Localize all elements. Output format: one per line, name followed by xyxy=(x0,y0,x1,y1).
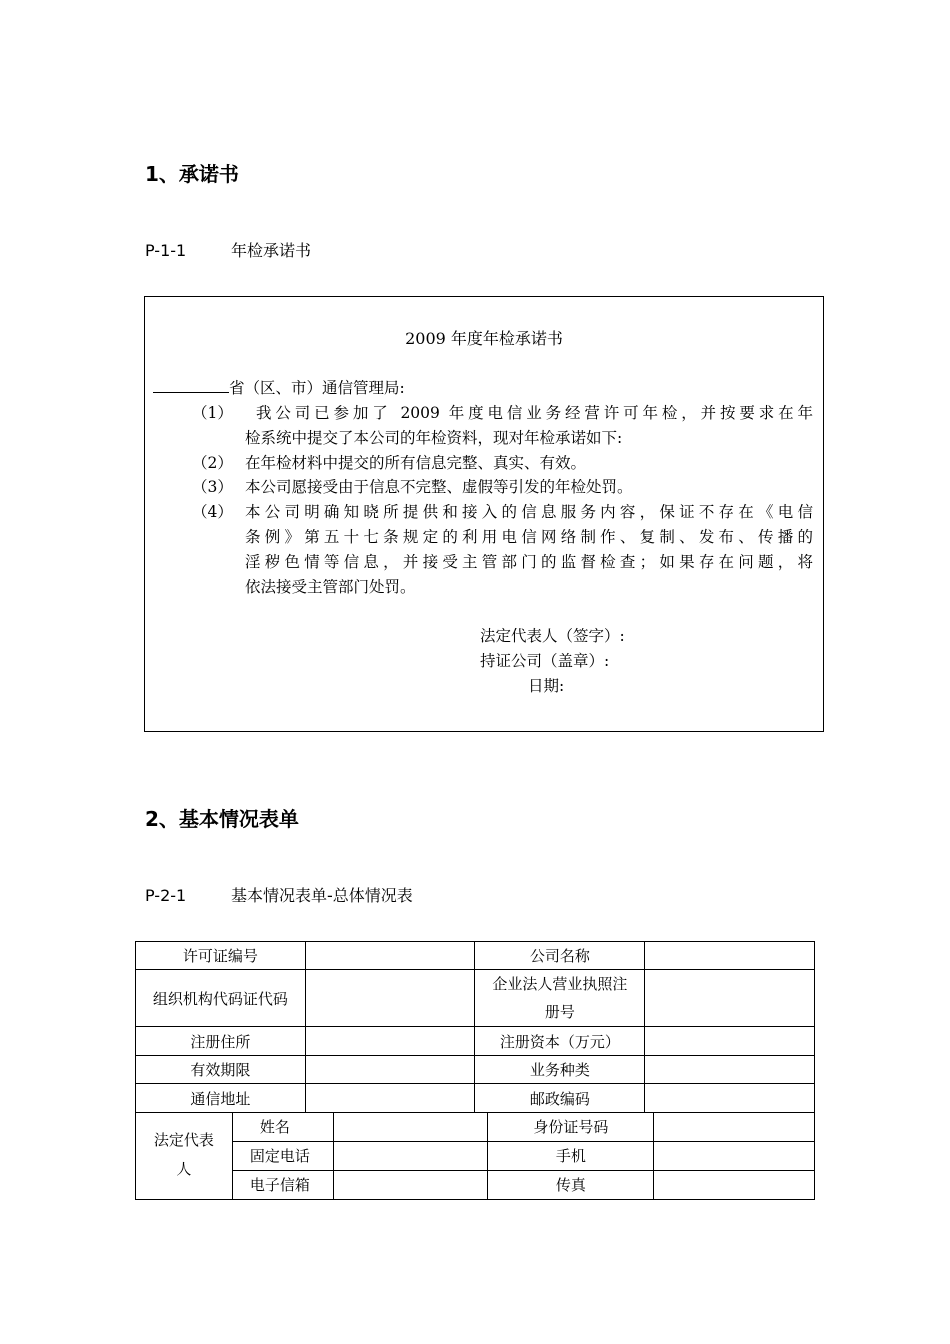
postcode-value[interactable] xyxy=(645,1084,815,1113)
table-row xyxy=(136,942,815,970)
mail-address-label: 通信地址 xyxy=(136,1084,306,1113)
table-row xyxy=(136,1170,815,1199)
business-type-value[interactable] xyxy=(645,1056,815,1084)
business-license-label-line-2: 册号 xyxy=(544,1003,575,1021)
license-no-value[interactable] xyxy=(305,942,475,970)
business-license-value[interactable] xyxy=(645,970,815,1027)
name-value[interactable] xyxy=(333,1112,488,1141)
email-label: 电子信箱 xyxy=(232,1170,333,1199)
item-4-line-1: 本公司明确知晓所提供和接入的信息服务内容，保证不存在《电信 xyxy=(245,503,813,521)
mobile-label: 手机 xyxy=(488,1141,654,1170)
signature-legal-rep: 法定代表人（签字）: xyxy=(480,627,625,645)
validity-value[interactable] xyxy=(305,1056,475,1084)
mobile-value[interactable] xyxy=(654,1141,815,1170)
name-label: 姓名 xyxy=(232,1112,333,1141)
postcode-label: 邮政编码 xyxy=(475,1084,645,1113)
landline-value[interactable] xyxy=(333,1141,488,1170)
item-4-number: （4） xyxy=(192,503,233,521)
table-row xyxy=(136,1141,815,1170)
item-4-line-2: 条例》第五十七条规定的利用电信网络制作、复制、发布、传播的 xyxy=(245,528,813,546)
mail-address-value[interactable] xyxy=(305,1084,475,1113)
business-type-label: 业务种类 xyxy=(475,1056,645,1084)
org-code-value[interactable] xyxy=(305,970,475,1027)
item-1-number: （1） xyxy=(192,404,233,422)
table-row xyxy=(136,1056,815,1084)
section-1-heading: 1、承诺书 xyxy=(145,162,239,186)
item-1-line-2: 检系统中提交了本公司的年检资料，现对年检承诺如下: xyxy=(245,429,623,447)
business-license-label-line-1: 企业法人营业执照注 xyxy=(492,975,628,993)
id-no-value[interactable] xyxy=(654,1112,815,1141)
org-code-label: 组织机构代码证代码 xyxy=(136,970,306,1027)
reg-address-label: 注册住所 xyxy=(136,1027,306,1056)
reg-capital-label: 注册资本（万元） xyxy=(475,1027,645,1056)
section-2-subtitle-text: 基本情况表单-总体情况表 xyxy=(231,886,413,905)
business-license-label xyxy=(475,970,645,1027)
table-row xyxy=(136,1027,815,1056)
legal-rep-label-line-2: 人 xyxy=(176,1160,192,1179)
signature-date: 日期: xyxy=(528,677,565,695)
table-row xyxy=(136,970,815,1027)
legal-rep-table xyxy=(135,1112,815,1200)
item-2-number: （2） xyxy=(192,454,233,472)
letter-title: 2009 年度年检承诺书 xyxy=(405,329,563,348)
section-1-subtitle xyxy=(145,238,311,261)
validity-label: 有效期限 xyxy=(136,1056,306,1084)
company-name-value[interactable] xyxy=(645,942,815,970)
fax-label: 传真 xyxy=(488,1170,654,1199)
legal-rep-label-line-1: 法定代表 xyxy=(153,1131,214,1150)
salutation-text: 省（区、市）通信管理局: xyxy=(229,379,405,397)
signature-company-seal: 持证公司（盖章）: xyxy=(480,652,610,670)
fax-value[interactable] xyxy=(654,1170,815,1199)
section-2-subtitle xyxy=(145,883,413,906)
legal-rep-label xyxy=(136,1112,233,1199)
company-name-label: 公司名称 xyxy=(475,942,645,970)
email-value[interactable] xyxy=(333,1170,488,1199)
reg-address-value[interactable] xyxy=(305,1027,475,1056)
license-no-label: 许可证编号 xyxy=(136,942,306,970)
item-3-number: （3） xyxy=(192,478,233,496)
id-no-label: 身份证号码 xyxy=(488,1112,654,1141)
item-2-line-1: 在年检材料中提交的所有信息完整、真实、有效。 xyxy=(245,454,587,472)
item-4-line-4: 依法接受主管部门处罚。 xyxy=(245,578,416,596)
section-1-code: P-1-1 xyxy=(145,241,187,260)
item-4-line-3: 淫秽色情等信息，并接受主管部门的监督检查；如果存在问题，将 xyxy=(245,553,813,571)
section-1-subtitle-text: 年检承诺书 xyxy=(231,241,312,260)
table-row xyxy=(136,1112,815,1141)
section-2-heading: 2、基本情况表单 xyxy=(145,807,299,831)
item-1-line-1: 我公司已参加了 2009 年度电信业务经营许可年检，并按要求在年 xyxy=(256,404,813,422)
table-row xyxy=(136,1084,815,1113)
section-2-code: P-2-1 xyxy=(145,886,187,905)
blank-underline xyxy=(153,378,229,393)
basic-info-table xyxy=(135,941,815,1113)
letter-salutation xyxy=(153,376,405,401)
landline-label: 固定电话 xyxy=(232,1141,333,1170)
item-3-line-1: 本公司愿接受由于信息不完整、虚假等引发的年检处罚。 xyxy=(245,478,633,496)
reg-capital-value[interactable] xyxy=(645,1027,815,1056)
